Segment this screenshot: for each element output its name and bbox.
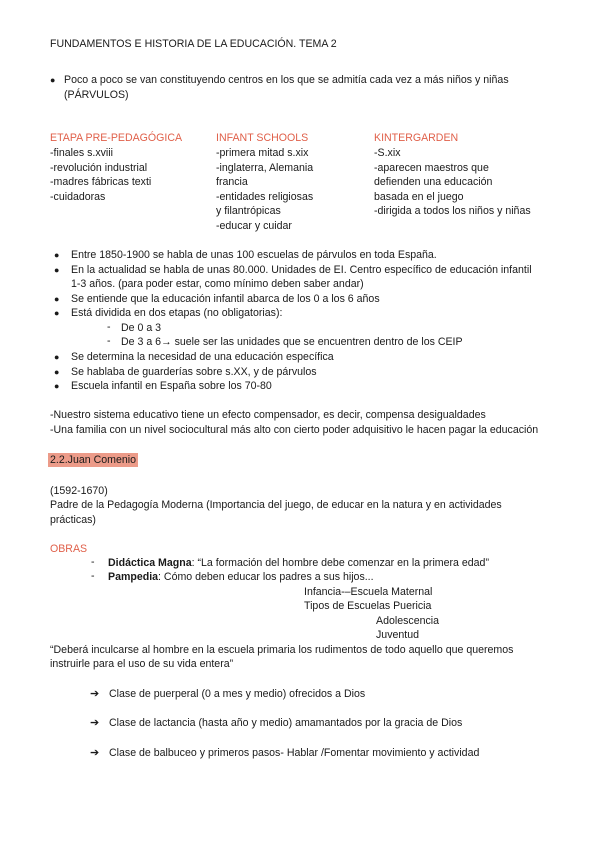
column-line: -educar y cuidar <box>216 220 292 232</box>
bullet-icon: ● <box>54 265 60 275</box>
intro-line-2: (PÁRVULOS) <box>64 89 129 101</box>
column-line: y filantrópicas <box>216 205 281 217</box>
obra-title: Pampedia <box>108 571 159 583</box>
obra-title: Didáctica Magna <box>108 557 192 569</box>
school-type-line: Tipos de Escuelas Puericia <box>304 600 432 612</box>
bullet-icon: ● <box>54 250 60 260</box>
bullet-item: Se entiende que la educación infantil abarca de los 0 a los 6 años <box>71 293 380 305</box>
arrow-bullet-icon: ➔ <box>90 688 100 700</box>
bullet-item: En la actualidad se habla de unas 80.000. Unidades de EI. Centro específico de educación infantil <box>71 264 532 276</box>
page-title: FUNDAMENTOS E HISTORIA DE LA EDUCACIÓN. TEMA 2 <box>50 38 337 50</box>
section-description-continuation: prácticas) <box>50 514 96 526</box>
obra-description: : “La formación del hombre debe comenzar en la primera edad” <box>191 557 489 569</box>
bullet-icon: ● <box>50 75 56 85</box>
sub-bullet-item: De 0 a 3 <box>121 322 162 334</box>
arrow-item: Clase de puerperal (0 a mes y medio) ofrecidos a Dios <box>109 688 366 700</box>
paragraph-line: -Una familia con un nivel sociocultural más alto con cierto poder adquisitivo le hacen pagar la educación <box>50 424 539 436</box>
column-line: -primera mitad s.xix <box>216 147 309 159</box>
bullet-item: Se hablaba de guarderías sobre s.XX, y de párvulos <box>71 366 317 378</box>
dash-marker: - <box>91 570 95 582</box>
column-line: francia <box>216 176 248 188</box>
column-line: defienden una educación <box>374 176 493 188</box>
obras-heading: OBRAS <box>50 543 88 555</box>
obra-description: : Cómo deben educar los padres a sus hijos... <box>158 571 374 583</box>
school-type-line: Juventud <box>376 629 419 641</box>
section-heading-highlight: 2.2.Juan Comenio <box>50 454 136 466</box>
section-heading <box>48 453 138 468</box>
sub-bullet-item: De 3 a 6→ suele ser las unidades que se encuentren dentro de los CEIP <box>121 336 463 348</box>
dash-marker: - <box>107 321 111 333</box>
column-line: -finales s.xviii <box>50 147 113 159</box>
bullet-item: Escuela infantil en España sobre los 70-80 <box>71 380 272 392</box>
obra-pampedia <box>108 570 374 585</box>
section-dates: (1592-1670) <box>50 485 108 497</box>
column-line: -cuidadoras <box>50 191 106 203</box>
bullet-item: Entre 1850-1900 se habla de unas 100 escuelas de párvulos en toda España. <box>71 249 437 261</box>
column-line: -revolución industrial <box>50 162 148 174</box>
quote-line: instruirle para el uso de su vida entera” <box>50 658 234 670</box>
quote-line: “Deberá inculcarse al hombre en la escuela primaria los rudimentos de todo aquello que queremos <box>50 644 514 656</box>
bullet-icon: ● <box>54 294 60 304</box>
column-line: basada en el juego <box>374 191 464 203</box>
column-heading-infant-schools: INFANT SCHOOLS <box>216 132 309 144</box>
dash-marker: - <box>107 335 111 347</box>
column-line: -entidades religiosas <box>216 191 314 203</box>
section-description: Padre de la Pedagogía Moderna (Importancia del juego, de educar en la natura y en actividades <box>50 499 502 511</box>
bullet-item-continuation: 1-3 años. (para poder estar, como mínimo deben saber andar) <box>71 278 364 290</box>
bullet-icon: ● <box>54 367 60 377</box>
arrow-item: Clase de lactancia (hasta año y medio) amamantados por la gracia de Dios <box>109 717 463 729</box>
paragraph-line: -Nuestro sistema educativo tiene un efecto compensador, es decir, compensa desigualdades <box>50 409 486 421</box>
column-heading-pre-pedagogica: ETAPA PRE-PEDAGÓGICA <box>50 132 183 144</box>
bullet-icon: ● <box>54 352 60 362</box>
column-line: -aparecen maestros que <box>374 162 489 174</box>
bullet-item: Está dividida en dos etapas (no obligatorias): <box>71 307 283 319</box>
column-line: -S.xix <box>374 147 401 159</box>
column-line: -madres fábricas texti <box>50 176 152 188</box>
column-line: -dirigida a todos los niños y niñas <box>374 205 531 217</box>
school-type-line: Adolescencia <box>376 615 440 627</box>
school-type-line: Infancia-–Escuela Maternal <box>304 586 433 598</box>
arrow-bullet-icon: ➔ <box>90 717 100 729</box>
bullet-icon: ● <box>54 381 60 391</box>
intro-line-1: Poco a poco se van constituyendo centros en los que se admitía cada vez a más niños y niñas <box>64 74 509 86</box>
bullet-item: Se determina la necesidad de una educación específica <box>71 351 334 363</box>
dash-marker: - <box>91 556 95 568</box>
column-heading-kintergarden: KINTERGARDEN <box>374 132 459 144</box>
bullet-icon: ● <box>54 308 60 318</box>
arrow-bullet-icon: ➔ <box>90 747 100 759</box>
arrow-item: Clase de balbuceo y primeros pasos- Hablar /Fomentar movimiento y actividad <box>109 747 480 759</box>
column-line: -inglaterra, Alemania <box>216 162 314 174</box>
obra-didactica-magna <box>108 556 489 571</box>
